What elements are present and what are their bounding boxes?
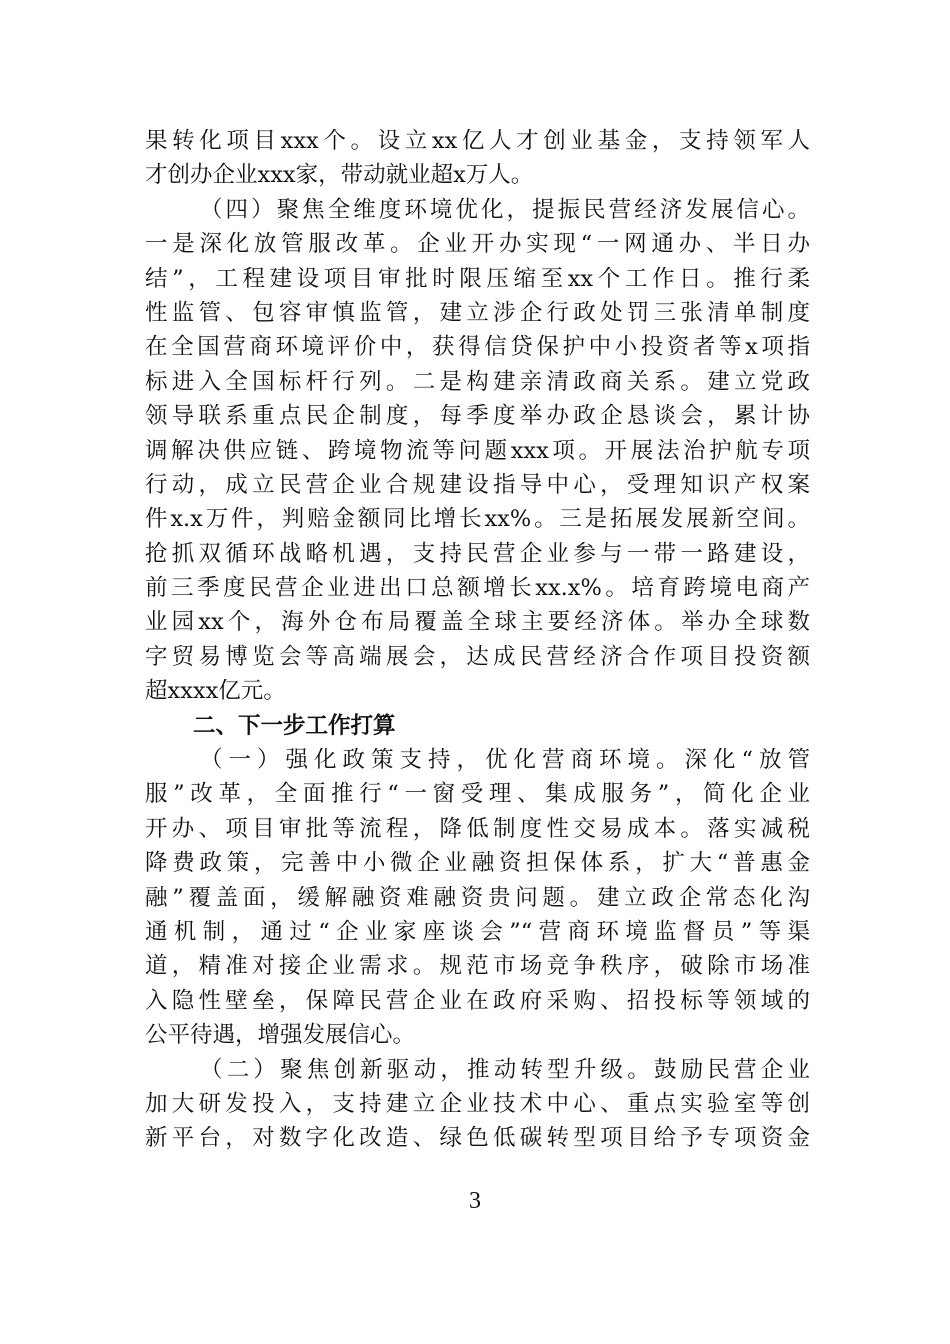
text-line: 融”覆盖面，缓解融资难融资贵问题。建立政企常态化沟 xyxy=(145,884,810,911)
paragraph-start-line: （四）聚焦全维度环境优化，提振民营经济发展信心。 xyxy=(200,196,810,223)
text-line: 件x.x万件，判赔金额同比增长xx%。三是拓展发展新空间。 xyxy=(145,506,810,533)
document-body xyxy=(145,124,810,1156)
text-line: 才创办企业xxx家，带动就业超x万人。 xyxy=(145,162,534,189)
paragraph-start-line: （一）强化政策支持，优化营商环境。深化“放管 xyxy=(200,747,810,774)
text-line: 结”，工程建设项目审批时限压缩至xx个工作日。推行柔 xyxy=(145,265,810,292)
text-line: 加大研发投入，支持建立企业技术中心、重点实验室等创 xyxy=(145,1090,810,1117)
text-line: 降费政策，完善中小微企业融资担保体系，扩大“普惠金 xyxy=(145,850,810,877)
text-line: 字贸易博览会等高端展会，达成民营经济合作项目投资额 xyxy=(145,643,810,670)
text-line: 行动，成立民营企业合规建设指导中心，受理知识产权案 xyxy=(145,471,810,498)
text-line: 超xxxx亿元。 xyxy=(145,678,286,705)
text-line: 入隐性壁垒，保障民营企业在政府采购、招投标等领域的 xyxy=(145,987,810,1014)
text-line: 标进入全国标杆行列。二是构建亲清政商关系。建立党政 xyxy=(145,368,810,395)
text-line: 调解决供应链、跨境物流等问题xxx项。开展法治护航专项 xyxy=(145,437,810,464)
page-number: 3 xyxy=(469,1188,481,1214)
text-line: 性监管、包容审慎监管，建立涉企行政处罚三张清单制度 xyxy=(145,299,810,326)
text-line: 通机制，通过“企业家座谈会”“营商环境监督员”等渠 xyxy=(145,918,810,945)
text-line: 业园xx个，海外仓布局覆盖全球主要经济体。举办全球数 xyxy=(145,609,810,636)
text-line: 果转化项目xxx个。设立xx亿人才创业基金，支持领军人 xyxy=(145,128,810,154)
text-line: 领导联系重点民企制度，每季度举办政企恳谈会，累计协 xyxy=(145,403,810,430)
text-line: 在全国营商环境评价中，获得信贷保护中小投资者等x项指 xyxy=(145,334,810,361)
text-line: 新平台，对数字化改造、绿色低碳转型项目给予专项资金 xyxy=(145,1125,810,1152)
text-line: 抢抓双循环战略机遇，支持民营企业参与一带一路建设， xyxy=(145,540,810,567)
paragraph-start-line: （二）聚焦创新驱动，推动转型升级。鼓励民营企业 xyxy=(200,1056,810,1083)
text-line: 一是深化放管服改革。企业开办实现“一网通办、半日办 xyxy=(145,231,810,258)
text-line: 前三季度民营企业进出口总额增长xx.x%。培育跨境电商产 xyxy=(145,575,810,602)
section-heading: 二、下一步工作打算 xyxy=(193,712,396,739)
text-line: 开办、项目审批等流程，降低制度性交易成本。落实减税 xyxy=(145,815,810,842)
text-line: 服”改革，全面推行“一窗受理、集成服务”，简化企业 xyxy=(145,781,810,808)
text-line: 道，精准对接企业需求。规范市场竞争秩序，破除市场准 xyxy=(145,953,810,980)
text-line: 公平待遇，增强发展信心。 xyxy=(145,1022,416,1049)
